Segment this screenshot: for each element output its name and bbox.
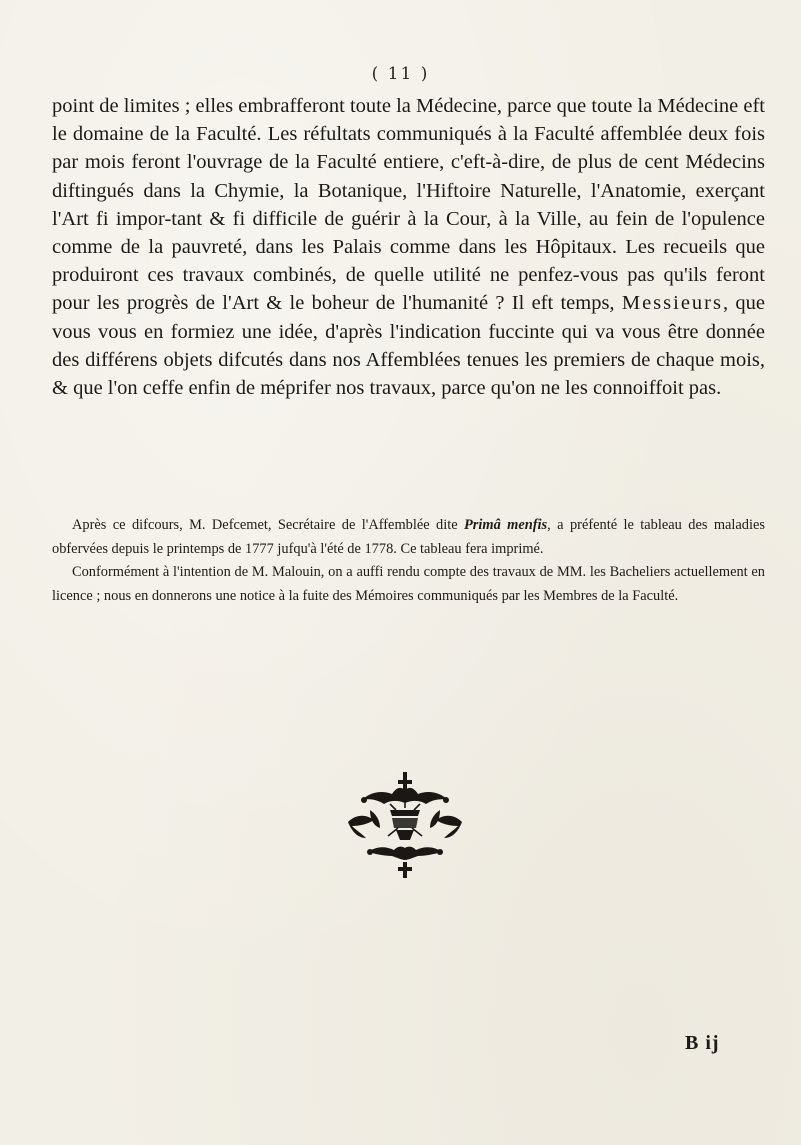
main-paragraph-part-1: point de limites ; elles embrafferont toute la Médecine, parce que toute la Médecine eft le domaine de la Faculté. Les réfultats communiqués à la Faculté affemblée deux fois par mois feront l'ouvrage de la Faculté entiere, c'eft-à-dire, de plus de cent Médecins diftingués dans la Chymie, la Botanique, l'Hiftoire Naturelle, l'Anatomie, exerçant l'Art fi impor-tant & fi difficile de guérir à la Cour, à la Ville, au fein de l'opulence comme de la pauvreté, dans les Palais comme dans les Hôpitaux. Les recueils que produiront ces travaux combinés, de quelle utilité ne penfez-vous pas qu'ils feront pour les progrès de l'Art & le boheur de l'humanité ? Il eft temps, bbox=[52, 95, 765, 315]
signature-mark: B ij bbox=[685, 1032, 720, 1054]
note-1 bbox=[52, 514, 765, 561]
messieurs-smallcaps: Messieurs bbox=[621, 292, 723, 315]
note-1-after: , a préfenté le tableau des maladies obfervées depuis le printemps de 1777 jufqu'à l'été de 1778. Ce tableau fera imprimé. bbox=[52, 517, 765, 557]
page-number: ( 11 ) bbox=[371, 64, 430, 84]
note-1-italic: Primâ menfis bbox=[464, 517, 548, 533]
note-1-before: Après ce difcours, M. Defcemet, Secrétaire de l'Affemblée dite bbox=[72, 517, 464, 533]
main-paragraph bbox=[52, 92, 765, 402]
fleuron-ornament-icon bbox=[340, 770, 470, 880]
note-2: Conformément à l'intention de M. Malouin, on a auffi rendu compte des travaux de MM. les Bacheliers actuellement en licence ; nous en donnerons une notice à la fuite des Mémoires communiqués par les Membres de la Faculté. bbox=[52, 564, 765, 604]
notes-section bbox=[52, 514, 765, 608]
main-paragraph-part-2: , que vous vous en formiez une idée, d'après l'indication fuccinte qui va vous être donnée des différens objets difcutés dans nos Affemblées tenues les premiers de chaque mois, & que l'on ceffe enfin de méprifer nos travaux, parce qu'on ne les connoiffoit pas. bbox=[52, 292, 765, 400]
